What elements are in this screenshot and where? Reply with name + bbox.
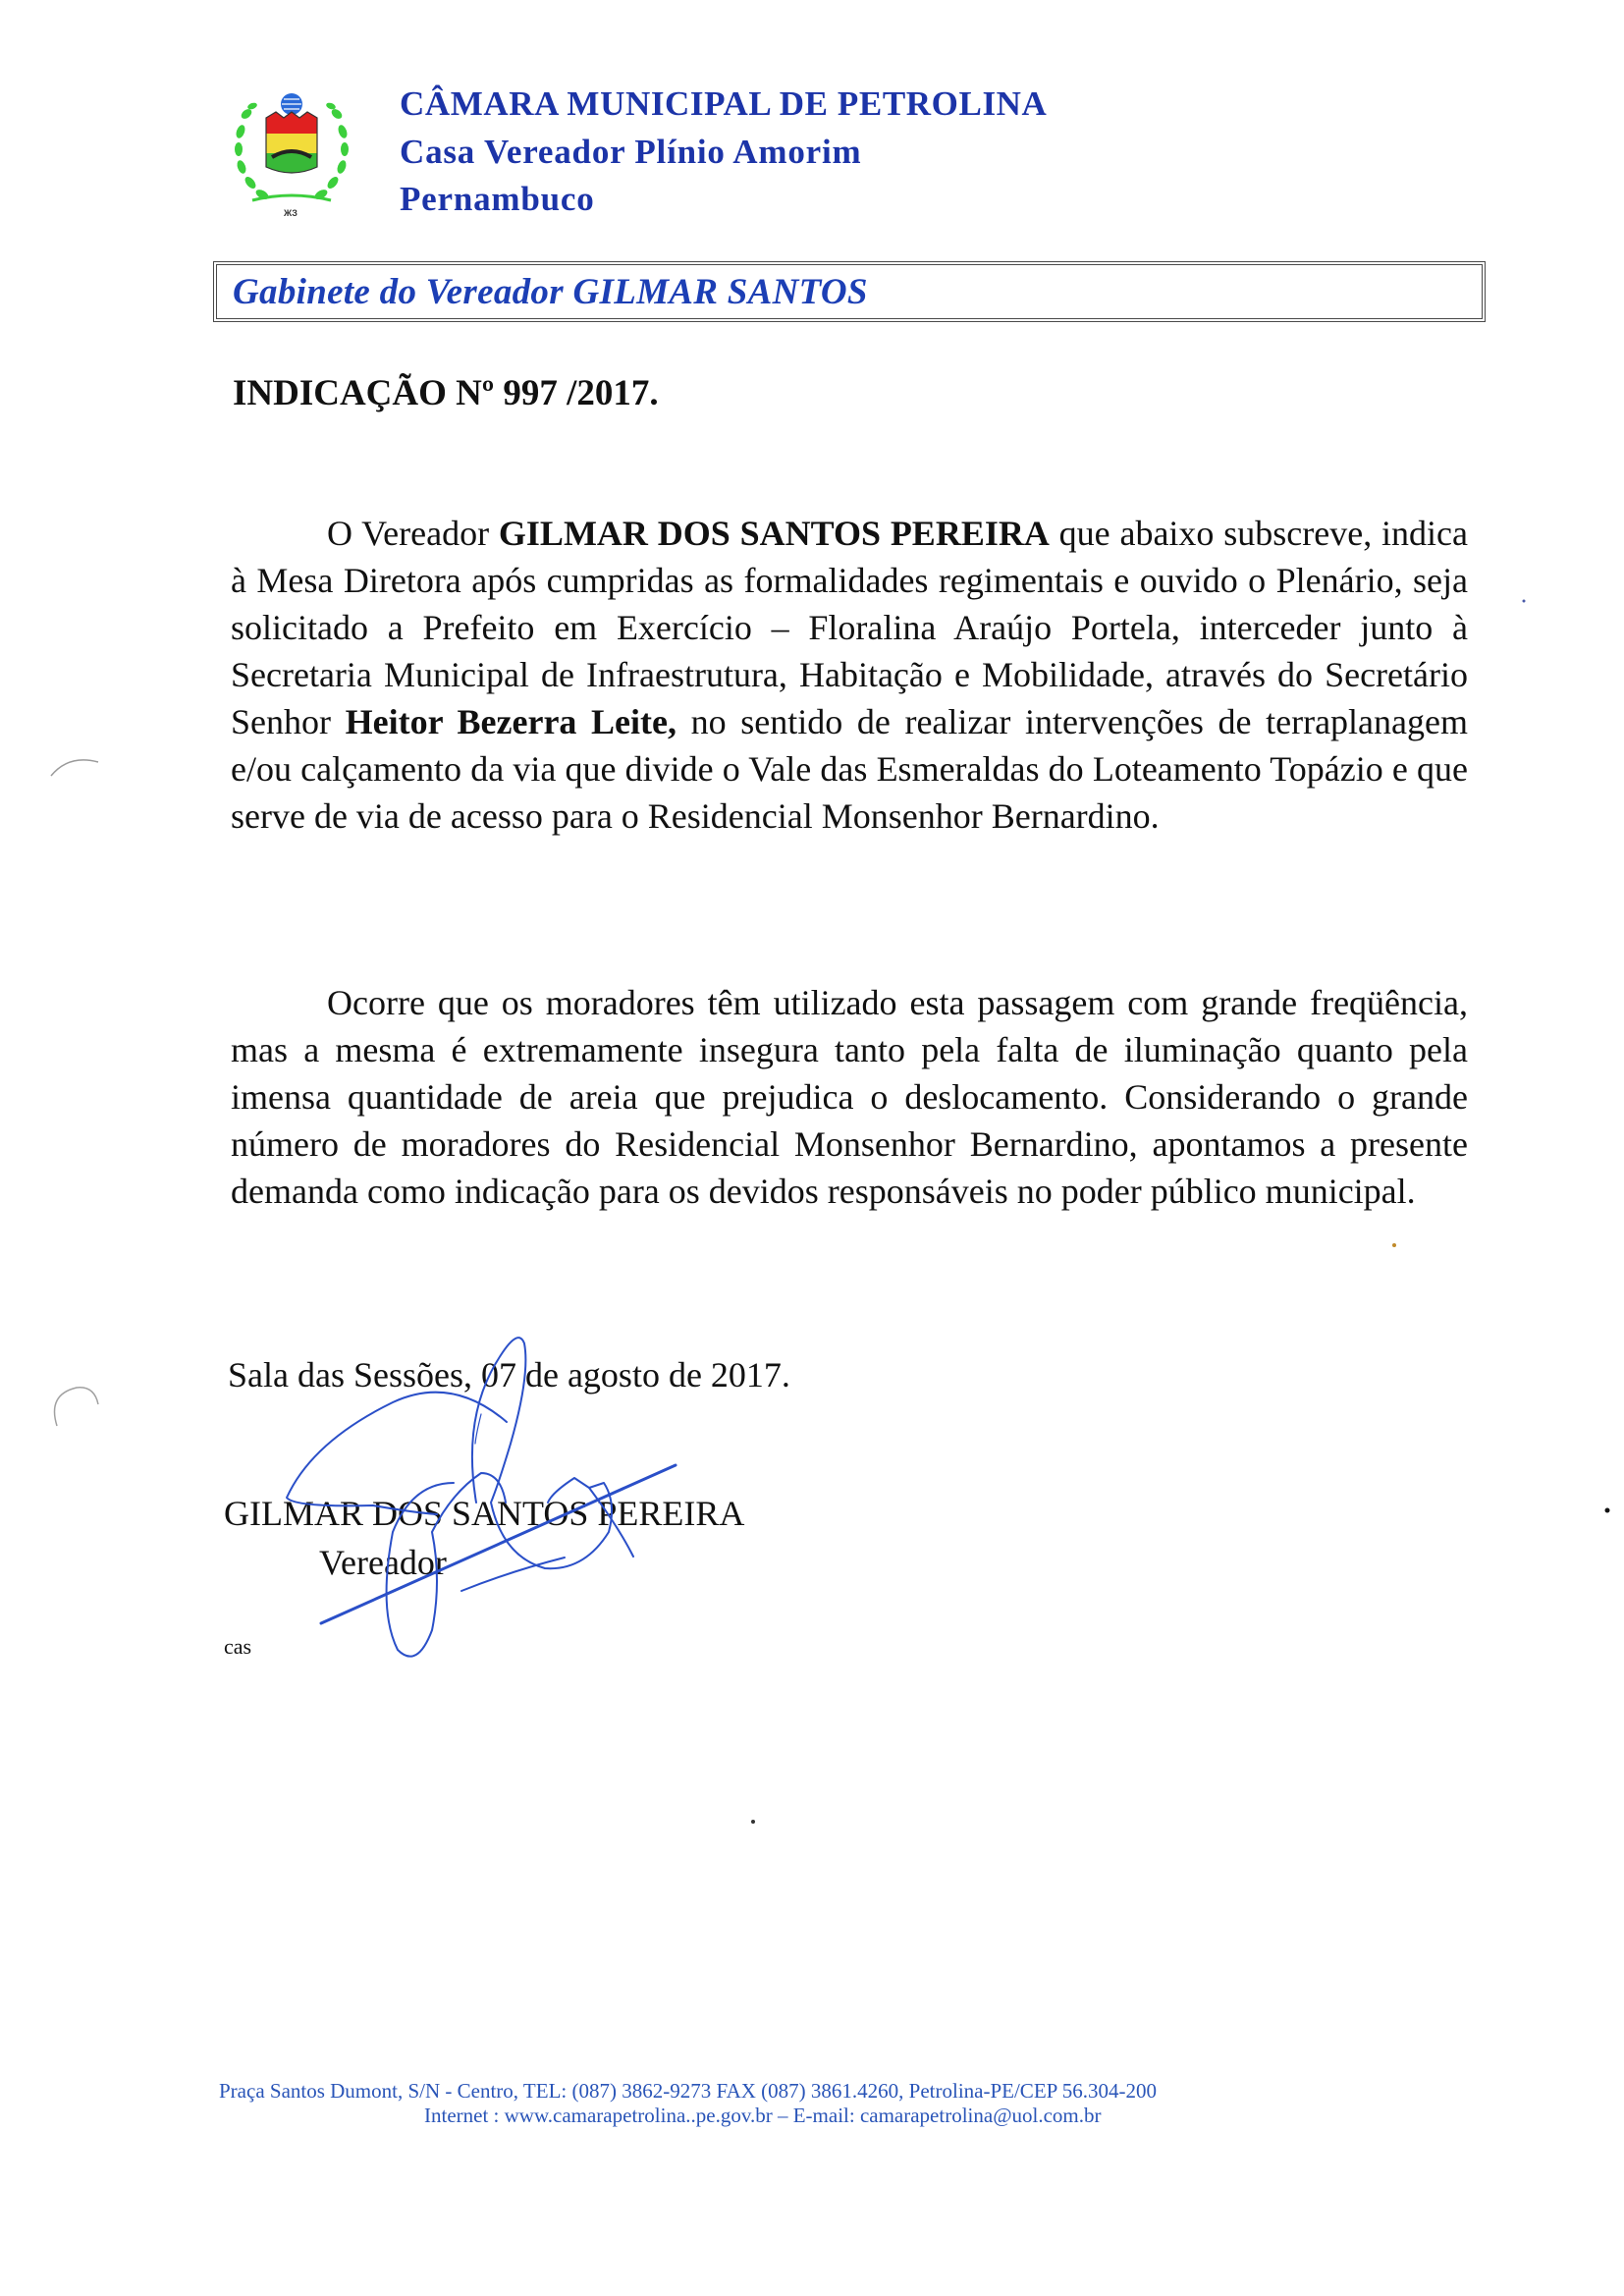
institution-name: CÂMARA MUNICIPAL DE PETROLINA (400, 84, 1048, 123)
body-paragraph-1 (231, 510, 1468, 840)
ink-speck (1605, 1508, 1610, 1513)
paragraph-text-b: no sentido de realizar intervenções de terraplanagem e/ou calçamento da via que divide o Vale das Esmeraldas do Loteamento Topázio e que serve de via de acesso para o Residencial Monsenhor Bernardino. (231, 702, 1468, 836)
ink-speck (1523, 600, 1526, 603)
document-heading: INDICAÇÃO Nº 997 /2017. (233, 373, 659, 413)
cabinet-banner (213, 261, 1486, 322)
signer-name: GILMAR DOS SANTOS PEREIRA (224, 1494, 745, 1533)
footer-address: Praça Santos Dumont, S/N - Centro, TEL: (087) 3862-9273 FAX (087) 3861.4260, Petrolina-PE/CEP 56.304-200 (219, 2079, 1158, 2103)
body-paragraph-2: Ocorre que os moradores têm utilizado esta passagem com grande freqüência, mas a mesma é extremamente insegura tanto pela falta de iluminação quanto pela imensa quantidade de areia que prejudica o deslocamento. Considerando o grande número de moradores do Residencial Monsenhor Bernardino, apontamos a presente demanda como indicação para os devidos responsáveis no poder público municipal. (231, 983, 1468, 1211)
author-name: GILMAR DOS SANTOS PEREIRA (498, 514, 1050, 553)
ink-speck (751, 1820, 755, 1824)
punch-hole-mark-top (51, 760, 98, 776)
place-and-date: Sala das Sessões, 07 de agosto de 2017. (228, 1355, 790, 1394)
footer-contact: Internet : www.camarapetrolina..pe.gov.br – E-mail: camarapetrolina@uol.com.br (424, 2104, 1102, 2127)
paragraph-lead: O Vereador (327, 514, 499, 553)
signer-role: Vereador (319, 1543, 447, 1582)
signature-stroke (475, 1414, 481, 1444)
house-name: Casa Vereador Plínio Amorim (400, 133, 862, 171)
signature-stroke (461, 1558, 565, 1591)
ink-speck (1392, 1243, 1396, 1247)
punch-hole-mark-bottom (55, 1388, 99, 1426)
cabinet-title: Gabinete do Vereador GILMAR SANTOS (233, 272, 868, 312)
typist-initials: cas (224, 1634, 252, 1659)
paragraph-text-a: que abaixo subscreve, indica à Mesa Diretora após cumpridas as formalidades regimentais e ouvido o Plenário, seja solicitado a Prefeito em Exercício – Floralina Araújo Portela, interceder junto à Secretaria Municipal de Infraestrutura, Habitação e Mobilidade, através do Secretário Senhor (231, 514, 1468, 741)
shield-icon (266, 112, 317, 173)
secretary-name: Heitor Bezerra Leite, (345, 702, 677, 741)
state-name: Pernambuco (400, 180, 595, 218)
svg-text:ЖЗ: ЖЗ (284, 208, 298, 218)
coat-of-arms-logo (232, 84, 352, 222)
